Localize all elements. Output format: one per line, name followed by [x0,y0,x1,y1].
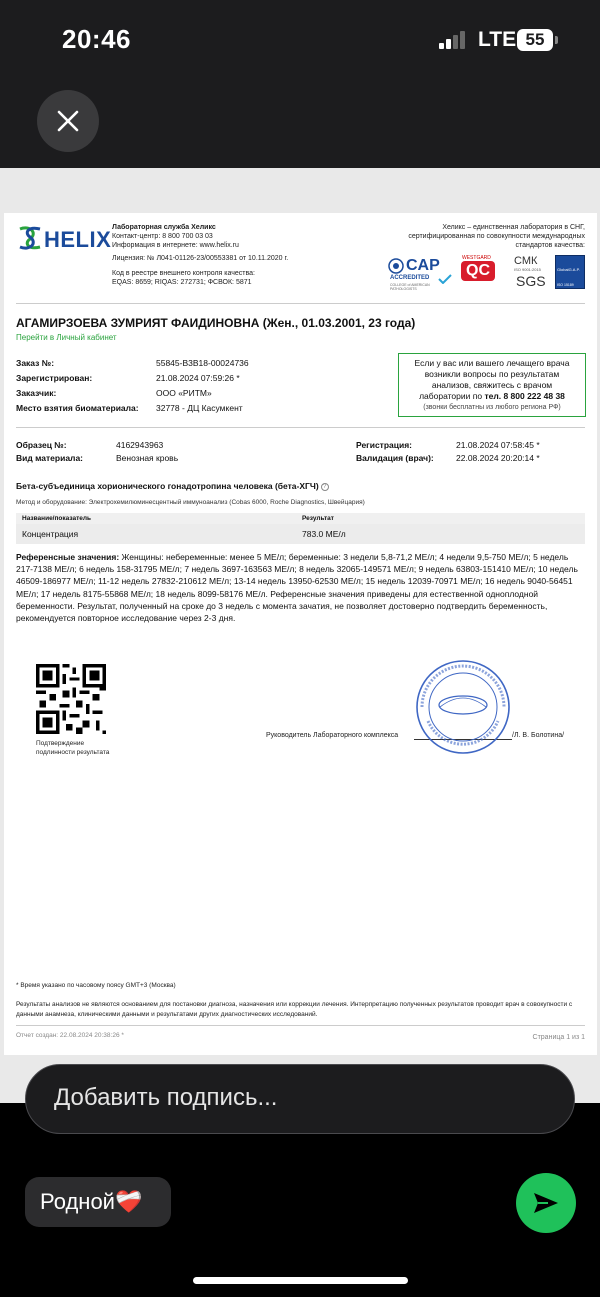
registered-label: Зарегистрирован: [16,373,93,383]
order-value: 55845-B3B18-00024736 [156,358,249,368]
cabinet-link[interactable]: Перейти в Личный кабинет [16,333,117,342]
gcard-title: GlobalG.A.P. [557,267,580,272]
caption-input[interactable] [25,1064,575,1134]
references-text: Женщины: небеременные: менее 5 МЕ/л; беременные: 3 недели 5,8-71,2 МЕ/л; 4 недели 9,5-750 МЕ/л; 5 недель 217-7138 МЕ/л; 6 недель 158-31795 МЕ/л; 7 недель 3697-163563 МЕ/л; 8 недель 32065-149571 МЕ/л; 9 недель 63803-151410 МЕ/л; 10 недель 46509-186977 МЕ/л; 11-12 недель 27832-210612 МЕ/л; 13-14 недель 13950-62530 МЕ/л; 15 недель 12039-70971 МЕ/л; 16 недель 9040-56451 МЕ/л; 17 недель 8175-55868 МЕ/л; 18 недель 8099-58176 МЕ/л. Референсные значения приведены для естественной одноплодной беременности. Результат, полученный на сроке до 3 недель с момента зачатия, не позволяет достоверно подтвердить беременность, рекомендуется повторное исследование через 2-3 дня. [16,552,578,624]
status-time: 20:46 [62,24,131,54]
qc-label: QC [461,261,495,281]
lab-registry [112,269,255,287]
order-label: Заказ №: [16,358,55,368]
qr-caption-line: Подтверждение [36,740,85,747]
signal-icon [439,31,467,49]
send-icon [532,1191,560,1215]
signature-label: Руководитель Лабораторного комплекса [266,732,399,739]
test-method: Метод и оборудование: Электрохемилюминесцентный иммуноанализ (Cobas 6000, Roche Diagnostics, Швейцария) [16,499,365,506]
row-result: 783.0 МЕ/л [302,529,346,539]
official-stamp-icon [414,659,512,755]
battery-icon: 55 [517,29,553,51]
disclaimer: Результаты анализов не являются основанием для постановки диагноза, назначения или коррекции лечения. Интерпретацию полученных результатов проводит врач в совокупности с данными анамнеза, клиническими данными и результатами других диагностических исследований. [16,1001,573,1018]
smk-label: СМК [514,255,538,267]
sample-value: 4162943963 [116,440,164,450]
registry-codes: EQAS: 8659; RIQAS: 272731; ФСВОК: 5871 [112,279,252,286]
help-line: анализов, свяжитесь с врачом [431,380,553,390]
test-title [16,481,329,491]
registry-title: Код в реестре внешнего контроля качества: [112,270,255,277]
table-row [16,524,585,544]
help-phone[interactable]: тел. 8 800 222 48 38 [484,391,565,401]
customer-label: Заказчик: [16,388,57,398]
divider [16,1025,585,1026]
gcard-sub: ISO 15189 [557,283,574,287]
lab-report-document[interactable] [4,213,597,1055]
lab-license: Лицензия: № Л041-01126-23/00553381 от 10.11.2020 г. [112,255,289,262]
caption-placeholder: Добавить подпись... [54,1084,278,1111]
lab-website: Информация в интернете: www.helix.ru [112,242,239,249]
lab-info [112,223,239,250]
signature-name: /Л. В. Болотина/ [512,732,565,739]
recipient-chip[interactable]: Родной❤️‍🩹 [25,1177,171,1227]
sgs-label: SGS [516,273,546,289]
close-icon [56,109,80,133]
smk-sub: ISO 9001:2015 [514,267,541,272]
close-button[interactable] [37,90,99,152]
material-value: Венозная кровь [116,453,179,463]
patient-name: АГАМИРЗОЕВА ЗУМРИЯТ ФАИДИНОВНА (Жен., 01.03.2001, 23 года) [16,316,416,330]
test-name: Бета-субъединица хорионического гонадотропина человека (бета-ХГЧ) [16,481,319,491]
send-button[interactable] [516,1173,576,1233]
help-note: (звонки бесплатны из любого региона РФ) [423,404,561,411]
help-line: возникли вопросы по результатам [424,369,560,379]
lab-contact: Контакт-центр: 8 800 700 03 03 [112,233,213,240]
customer-value: ООО «РИТМ» [156,388,212,398]
cap-title: CAP [406,257,440,274]
cap-sub: ACCREDITED [390,275,430,281]
row-name: Концентрация [22,529,79,539]
results-table-header [16,513,585,524]
helix-logo-text: HELIX [44,227,112,252]
network-label: LTE [478,28,517,51]
report-created: Отчет создан: 22.08.2024 20:38:26 * [16,1032,124,1039]
reference-values [16,551,586,624]
westgard-qc-logo [460,255,500,291]
qr-code-icon[interactable] [36,664,106,734]
help-line: Если у вас или вашего лечащего врача [414,358,570,368]
qr-caption [36,739,109,757]
cap-seal-icon [388,258,404,274]
material-label: Вид материала: [16,453,84,463]
divider [16,427,585,428]
help-icon[interactable]: ? [321,483,329,491]
references-label: Референсные значения: [16,552,120,562]
validation-value: 22.08.2024 20:20:14 * [456,453,540,463]
help-box [398,353,586,417]
registration-value: 21.08.2024 07:58:45 * [456,440,540,450]
cap-accredited-logo [388,255,456,291]
qr-caption-line: подлинности результата [36,749,110,756]
westgard-label: WESTGARD [462,255,491,261]
battery-tip [555,36,558,44]
page-number: Страница 1 из 1 [532,1034,585,1041]
col-name: Название/показатель [22,515,92,522]
place-label: Место взятия биоматериала: [16,403,139,413]
divider [16,303,585,304]
place-value: 32778 - ДЦ Касумкент [156,403,243,413]
timezone-note: * Время указано по часовому поясу GMT+3 (Москва) [16,982,176,989]
lab-name: Лабораторная служба Хеликс [112,224,216,231]
cap-micro: COLLEGE of AMERICAN PATHOLOGISTS [390,283,430,291]
sample-label: Образец №: [16,440,67,450]
viewer-top-bar [0,0,600,168]
iso-card-logo [555,255,585,291]
registered-value: 21.08.2024 07:59:26 * [156,373,240,383]
registration-label: Регистрация: [356,440,413,450]
col-result: Результат [302,515,334,522]
quality-text: Хеликс – единственная лаборатория в СНГ, сертифицированная по совокупности международных стандартов качества: [408,224,585,249]
validation-label: Валидация (врач): [356,453,434,463]
smk-sgs-logo [512,255,544,291]
help-line: лаборатории по [419,391,485,401]
home-indicator[interactable] [193,1277,408,1284]
